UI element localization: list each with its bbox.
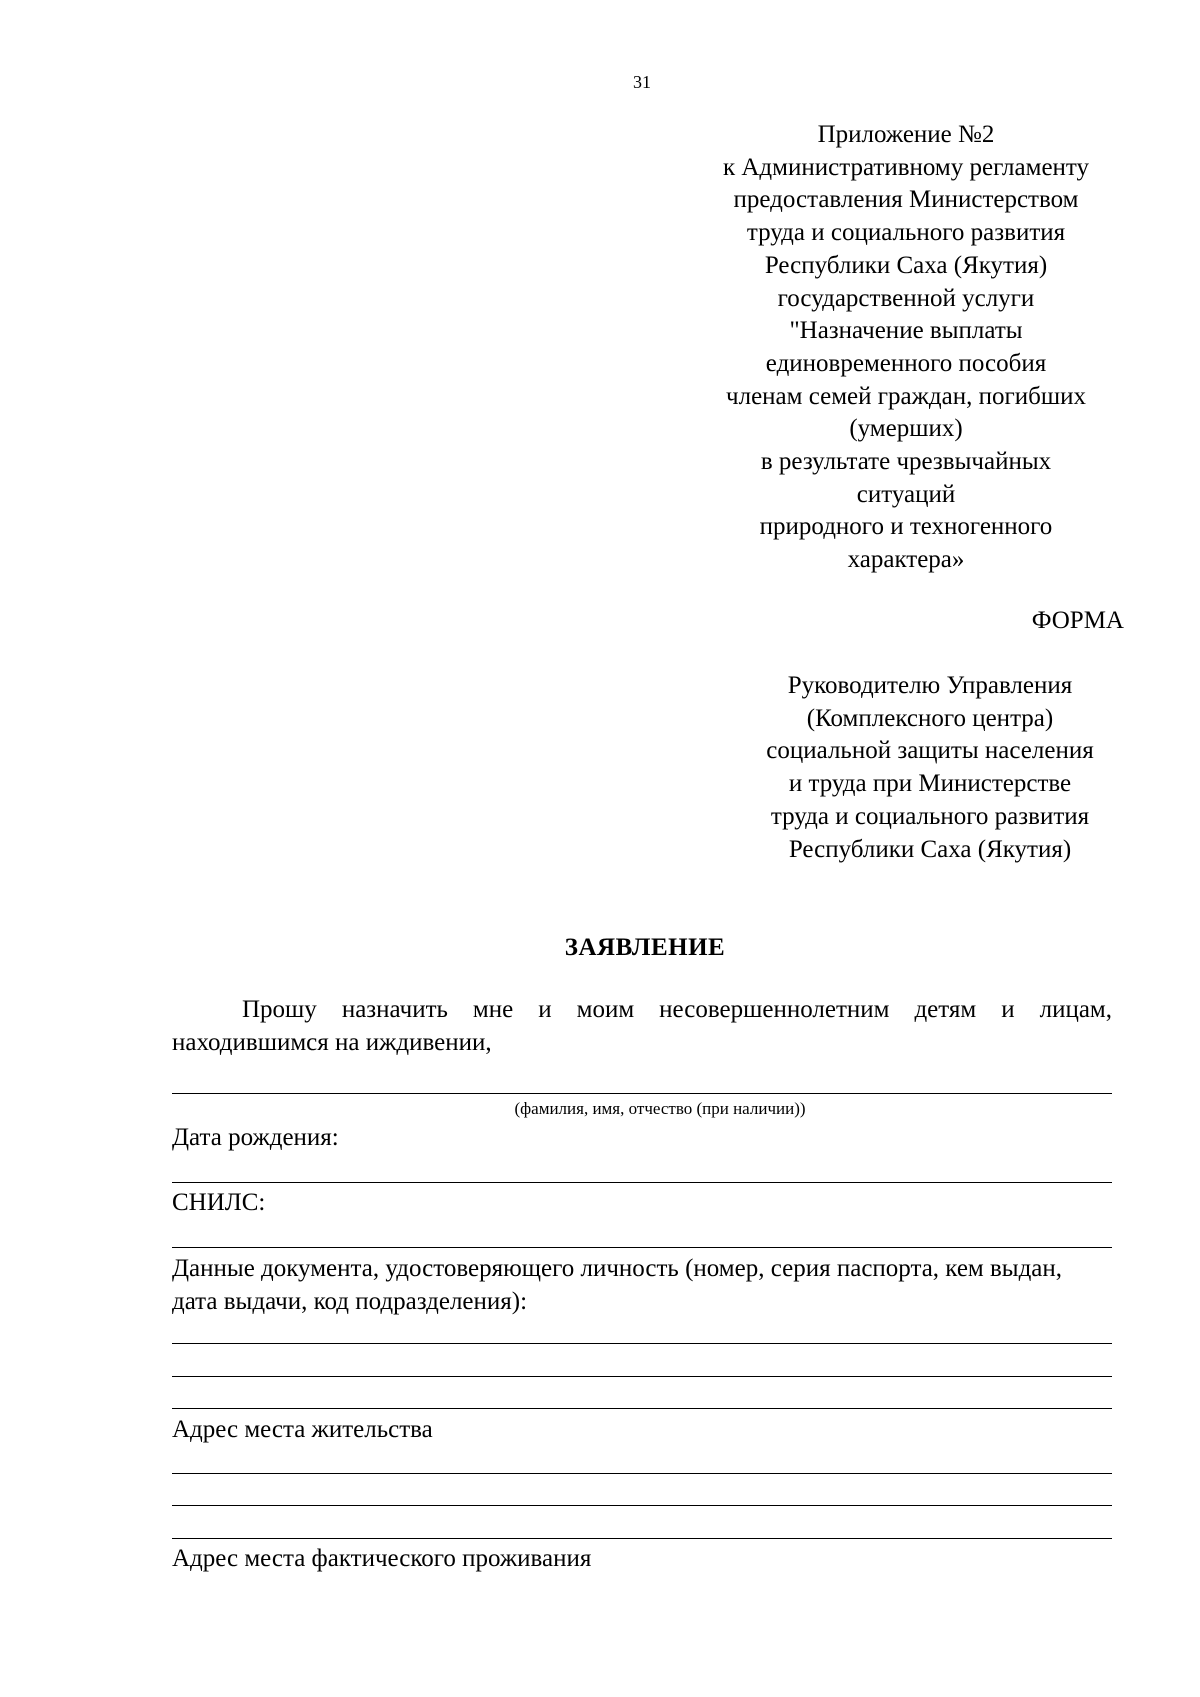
fio-fill-line[interactable] [172, 1093, 1112, 1094]
forma-label: ФОРМА [1031, 607, 1124, 634]
addressee-line: Руководителю Управления [787, 672, 1073, 699]
annex-line: ситуаций [856, 480, 956, 508]
addressee-line: (Комплексного центра) [806, 704, 1054, 732]
annex-line: "Назначение выплаты [789, 317, 1023, 345]
annex-line: труда и социального развития [746, 219, 1066, 247]
annex-line: предоставления Министерством [733, 186, 1079, 214]
request-line-1: Прошу назначить мне и моим несовершеннолетним детям и лицам, [242, 996, 1112, 1023]
addressee-line: и труда при Министерстве [788, 770, 1072, 798]
annex-line: государственной услуги [777, 284, 1035, 312]
addressee-block [740, 670, 1120, 866]
identity-document-fill-line[interactable] [172, 1343, 1112, 1344]
annex-line: к Административному регламенту [722, 153, 1090, 181]
addressee-line: социальной защиты населения [766, 737, 1094, 765]
annex-line: Приложение №2 [817, 121, 995, 148]
residence-address-label: Адрес места жительства [172, 1416, 433, 1443]
addressee-line: труда и социального развития [770, 802, 1090, 830]
page-number: 31 [633, 72, 651, 92]
annex-line: Республики Саха (Якутия) [764, 251, 1048, 279]
residence-address-fill-line[interactable] [172, 1505, 1112, 1506]
annex-line: природного и техногенного [759, 513, 1053, 541]
addressee-line: Республики Саха (Якутия) [788, 835, 1072, 863]
snils-label: СНИЛС: [172, 1189, 266, 1216]
annex-header [676, 119, 1136, 577]
birth-date-fill-line[interactable] [172, 1182, 1112, 1183]
snils-fill-line[interactable] [172, 1247, 1112, 1248]
annex-line: характера» [847, 546, 965, 574]
actual-address-label: Адрес места фактического проживания [172, 1545, 592, 1572]
annex-line: членам семей граждан, погибших [726, 382, 1086, 410]
birth-date-label: Дата рождения: [172, 1124, 339, 1151]
request-line-2: находившимся на иждивении, [172, 1029, 492, 1056]
annex-line: (умерших) [849, 415, 963, 443]
identity-document-label: Данные документа, удостоверяющего личность (номер, серия паспорта, кем выдан, дата выдачи, код подразделения): [172, 1255, 1063, 1315]
fio-caption: (фамилия, имя, отчество (при наличии)) [514, 1099, 806, 1118]
residence-address-fill-line[interactable] [172, 1538, 1112, 1539]
residence-address-fill-line[interactable] [172, 1473, 1112, 1474]
annex-line: в результате чрезвычайных [760, 448, 1052, 476]
document-title: ЗАЯВЛЕНИЕ [564, 934, 726, 961]
identity-document-fill-line[interactable] [172, 1408, 1112, 1409]
annex-line: единовременного пособия [765, 349, 1047, 377]
request-paragraph [172, 993, 1112, 1059]
identity-document-fill-line[interactable] [172, 1376, 1112, 1377]
